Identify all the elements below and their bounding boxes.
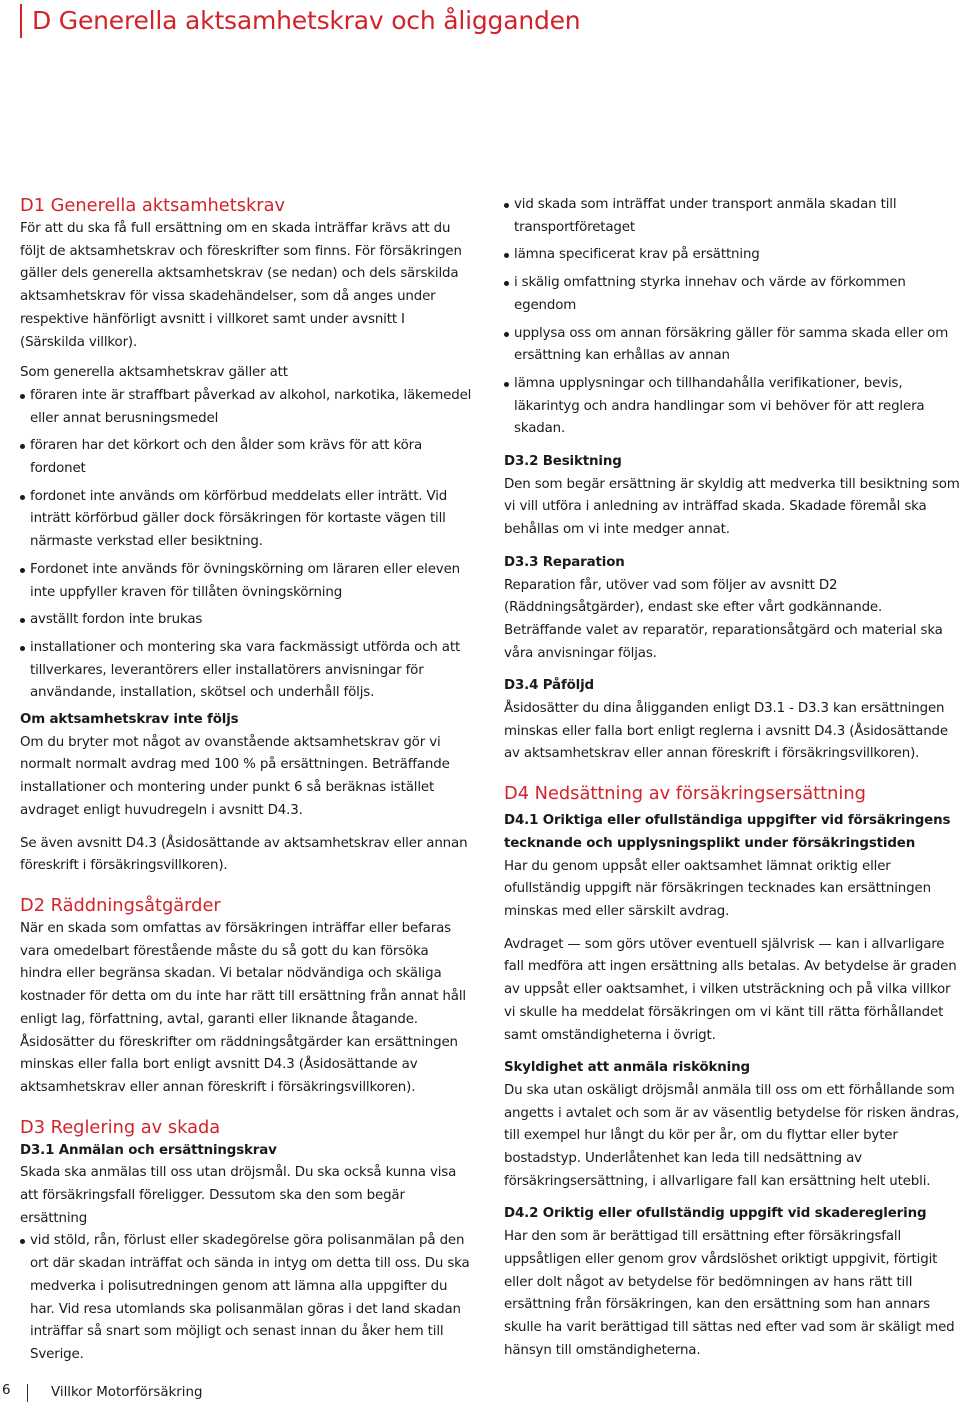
d1-lead: Som generella aktsamhetskrav gäller att	[20, 365, 288, 381]
d41-body: Har du genom uppsåt eller oaktsamhet lämnat oriktig eller ofullständig uppgift när försäkringen tecknades kan ersättningen minskas med eller särskilt avdrag.	[504, 858, 931, 919]
list-item: föraren har det körkort och den ålder som krävs för att köra fordonet	[20, 435, 472, 480]
d42-heading: D4.2 Oriktig eller ofullständig uppgift vid skadereglering	[504, 1206, 927, 1222]
section-heading-d3: D3 Reglering av skada	[20, 1116, 221, 1138]
list-item: föraren inte är straffbart påverkad av alkohol, narkotika, läkemedel eller annat berusningsmedel	[20, 385, 472, 430]
d33-heading: D3.3 Reparation	[504, 554, 625, 570]
page-footer	[0, 1382, 960, 1402]
list-item: avställt fordon inte brukas	[20, 609, 472, 632]
page-header	[20, 4, 580, 38]
d32-body: Den som begär ersättning är skyldig att medverka till besiktning som vi vill utföra i anledning av inträffad skada. Skadade föremål ska behållas om vi inte medger annat.	[504, 476, 960, 538]
d41-heading: D4.1 Oriktiga eller ofullständiga uppgifter vid försäkringens tecknande och upplysningsplikt under försäkringstiden	[504, 813, 951, 851]
d34-heading: D3.4 Påföljd	[504, 678, 594, 694]
d34-body: Åsidosätter du dina åligganden enligt D3.1 - D3.3 kan ersättningen minskas eller falla bort enligt reglerna i avsnitt D4.3 (Åsidosättande av aktsamhetskrav eller annan föreskrift i försäkringsvillkoren).	[504, 701, 948, 762]
right-column	[504, 194, 960, 1362]
footer-title: Villkor Motorförsäkring	[51, 1385, 203, 1400]
d1-subheading: Om aktsamhetskrav inte följs	[20, 712, 239, 728]
list-item: lämna specificerat krav på ersättning	[504, 244, 960, 267]
list-item: Fordonet inte används för övningskörning om läraren eller eleven inte uppfyller kraven för tillåten övningskörning	[20, 559, 472, 604]
risk-body: Du ska utan oskäligt dröjsmål anmäla till oss om ett förhållande som angetts i avtalet och som är av väsentlig betydelse för risken ändras, till exempel hur långt du kör per år, om du flyttar eller byter bostadstyp. Underlåtenhet kan leda till nedsättning av försäkringsersättning, i allvarligare fall kan ersättning helt utebli.	[504, 1082, 960, 1189]
d1-see-also: Se även avsnitt D4.3 (Åsidosättande av aktsamhetskrav eller annan föreskrift i försäkringsvillkoren).	[20, 835, 468, 874]
list-item: fordonet inte används om körförbud meddelats eller inträtt. Vid inträtt körförbud gäller dock försäkringen för kortaste vägen till närmaste verkstad eller besiktning.	[20, 486, 472, 554]
footer-divider	[27, 1384, 28, 1402]
d41-body-2: Avdraget — som görs utöver eventuell självrisk — kan i allvarligare fall medföra att ingen ersättning alls betalas. Av betydelse är graden av uppsåt eller oaktsamhet, i vilken utsträckning och på vilka villkor vi skulle ha meddelat försäkringen om vi känt till rätta förhållandet samt omständigheterna i övrigt.	[504, 936, 957, 1043]
section-heading-d2: D2 Räddningsåtgärder	[20, 894, 221, 916]
list-item: vid skada som inträffat under transport anmäla skadan till transportföretaget	[504, 194, 960, 239]
list-item: lämna upplysningar och tillhandahålla verifikationer, bevis, läkarintyg och andra handlingar som vi behöver för att reglera skadan.	[504, 373, 960, 441]
left-column	[20, 194, 472, 1367]
d1-requirements-list	[20, 385, 472, 705]
section-heading-d4: D4 Nedsättning av försäkringsersättning	[504, 783, 866, 805]
list-item: upplysa oss om annan försäkring gäller för samma skada eller om ersättning kan erhållas av annan	[504, 323, 960, 368]
d31-list-continued	[504, 194, 960, 441]
d1-intro: För att du ska få full ersättning om en skada inträffar krävs att du följt de aktsamhetskrav och föreskrifter som finns. För försäkringen gäller dels generella aktsamhetskrav (se nedan) och dels särskilda aktsamhetskrav för vissa skadehändelser, som då anges under respektive hänförligt avsnitt i villkoret samt under avsnitt I (Särskilda villkor).	[20, 221, 462, 350]
section-heading-d1: D1 Generella aktsamhetskrav	[20, 195, 285, 216]
d31-heading: D3.1 Anmälan och ersättningskrav	[20, 1142, 277, 1158]
risk-heading: Skyldighet att anmäla riskökning	[504, 1060, 750, 1076]
d31-list	[20, 1230, 472, 1366]
d2-body: När en skada som omfattas av försäkringen inträffar eller befaras vara omedelbart förestående måste du så gott du kan försöka hindra eller begränsa skadan. Vi betalar nödvändiga och skäliga kostnader för detta om du inte har rätt till ersättning från annat håll enligt lag, författning, avtal, garanti eller liknande åtagande. Åsidosätter du föreskrifter om räddningsåtgärder kan ersättningen minskas eller falla bort enligt avsnitt D4.3 (Åsidosättande av aktsamhetskrav eller annan föreskrift i försäkringsvillkoren).	[20, 920, 466, 1095]
page-title: D Generella aktsamhetskrav och åligganden	[32, 6, 581, 35]
page-number: 6	[2, 1383, 11, 1398]
d42-body: Har den som är berättigad till ersättning efter försäkringsfall uppsåtligen eller genom grov vårdslöshet oriktigt uppgivit, förtigit eller dolt något av betydelse för bedömningen av hans rätt till ersättning från försäkringen, kan den ersättning som han annars skulle ha varit berättigad till sättas ned efter vad som är skäligt med hänsyn till omständigheterna.	[504, 1229, 955, 1358]
list-item: vid stöld, rån, förlust eller skadegörelse göra polisanmälan på den ort där skadan inträffat och sända in intyg om detta till oss. Du ska medverka i polisutredningen genom att lämna alla uppgifter du har. Vid resa utomlands ska polisanmälan göras i det land skadan inträffar så snart som möjligt och senast innan du åker hem till Sverige.	[20, 1230, 472, 1366]
d32-heading: D3.2 Besiktning	[504, 454, 622, 470]
list-item: i skälig omfattning styrka innehav och värde av förkommen egendom	[504, 272, 960, 317]
d33-body: Reparation får, utöver vad som följer av avsnitt D2 (Räddningsåtgärder), endast ske efter vårt godkännande. Beträffande valet av reparatör, reparationsåtgärd och material ska våra anvisningar följas.	[504, 577, 943, 661]
d1-consequence: Om du bryter mot något av ovanstående aktsamhetskrav gör vi normalt normalt avdrag med 100 % på ersättningen. Beträffande installationer och montering under punkt 6 så beräknas istället avdraget enligt huvudregeln i avsnitt D4.3.	[20, 734, 450, 818]
list-item: installationer och montering ska vara fackmässigt utförda och att tillverkares, leverantörers eller installatörers anvisningar för användande, installation, skötsel och underhåll följs.	[20, 637, 472, 705]
d31-body: Skada ska anmälas till oss utan dröjsmål. Du ska också kunna visa att försäkringsfall föreligger. Dessutom ska den som begär ersättning	[20, 1165, 457, 1226]
